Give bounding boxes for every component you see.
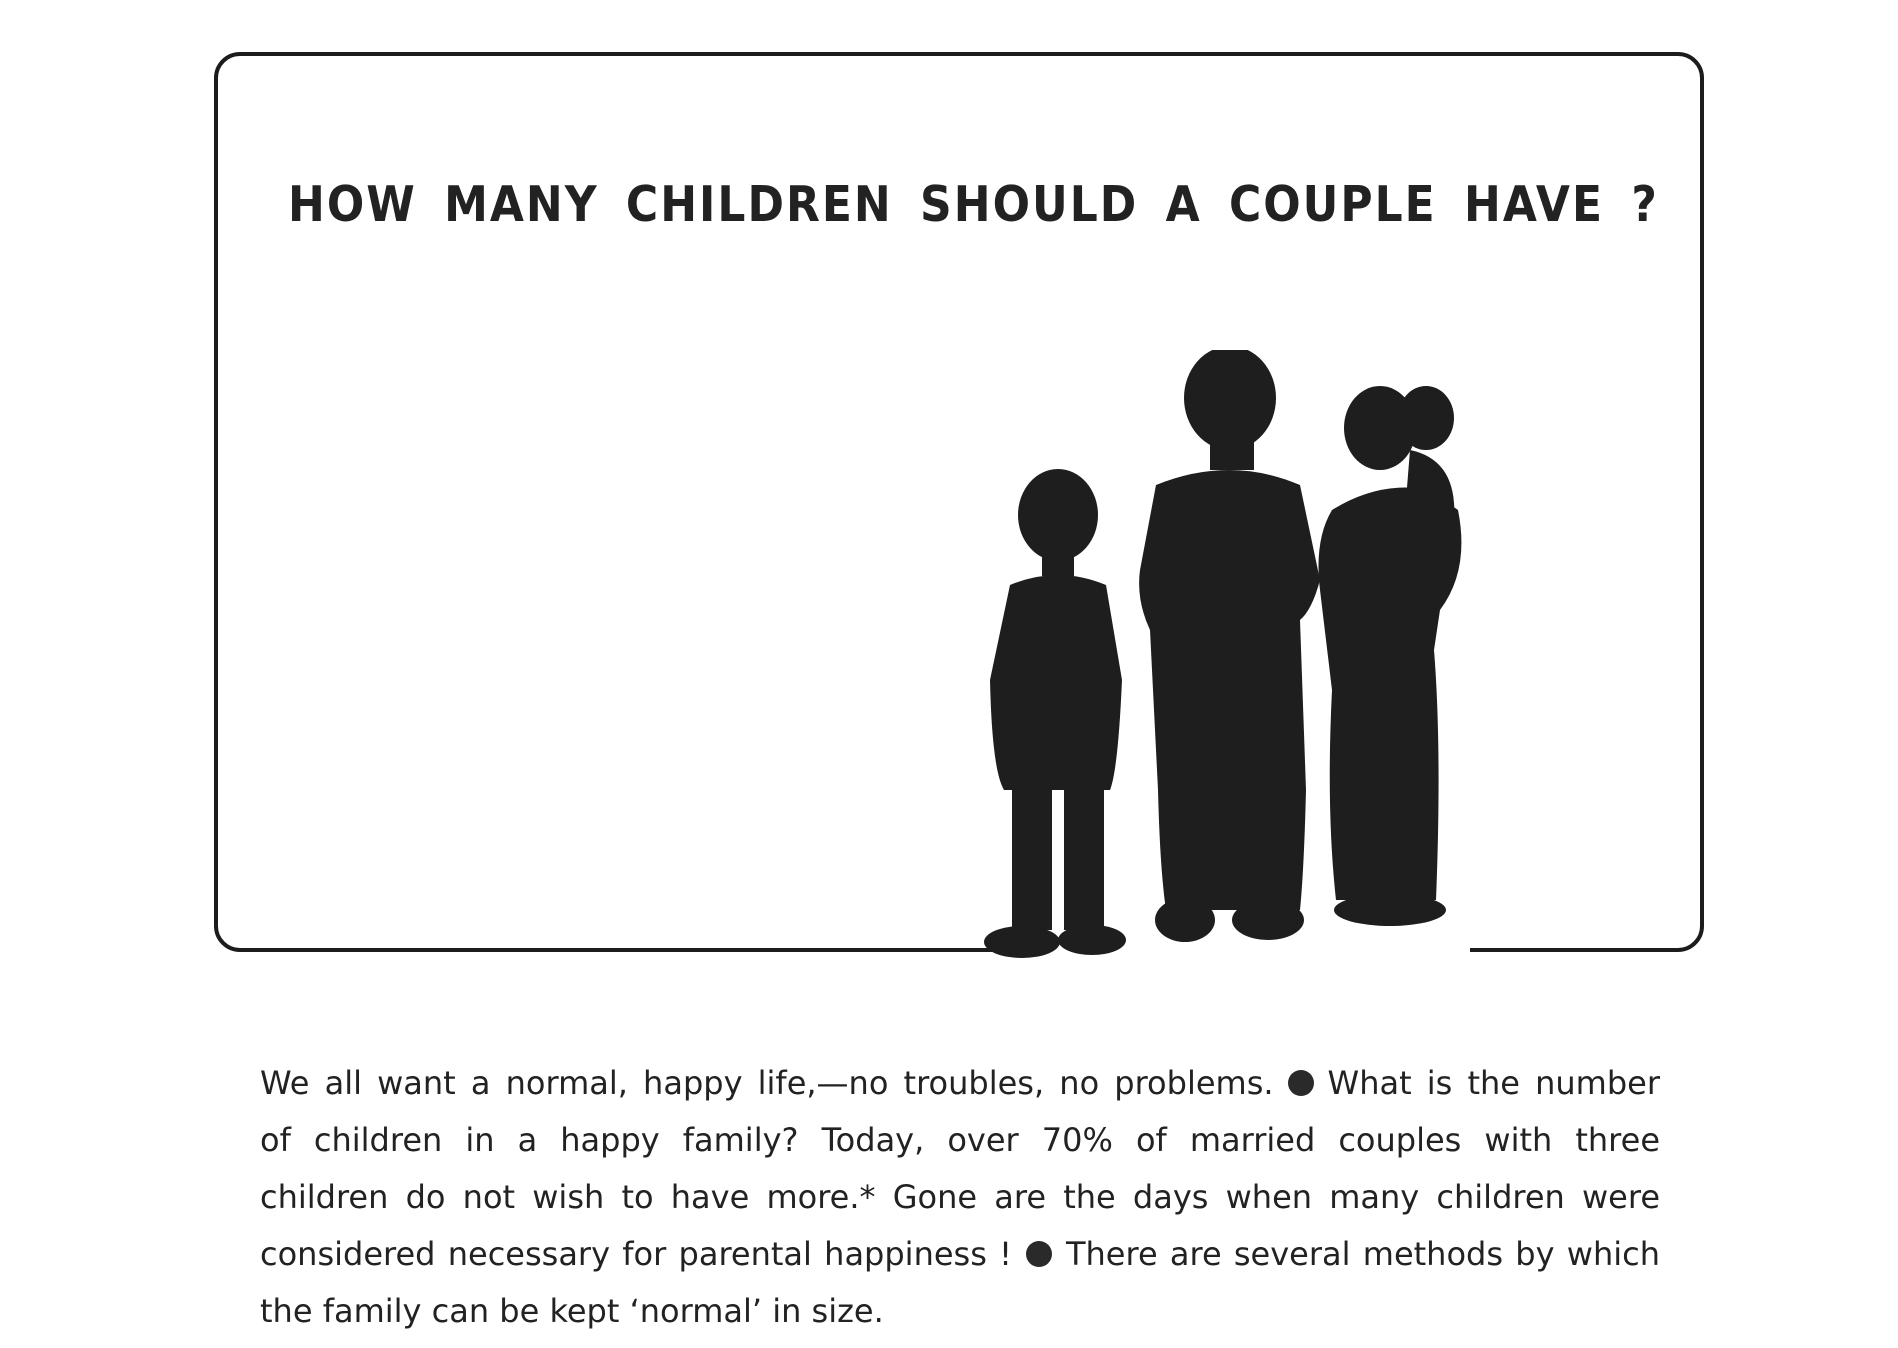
body-line-1 — [260, 1055, 1660, 1112]
family-silhouette-icon — [960, 350, 1500, 990]
man-silhouette-icon — [1139, 350, 1320, 942]
body-line-5: the family can be kept ‘normal’ in size. — [260, 1292, 884, 1330]
boy-silhouette-icon — [984, 469, 1126, 958]
body-text-segment: There are several methods by which — [1065, 1235, 1661, 1273]
woman-silhouette-icon — [1319, 386, 1462, 926]
headline: HOW MANY CHILDREN SHOULD A COUPLE HAVE ? — [288, 176, 1659, 234]
body-line-2: of children in a happy family? Today, over 70% of married couples with three — [260, 1121, 1660, 1159]
body-text-segment: considered necessary for parental happiness ! — [260, 1235, 1012, 1273]
bullet-dot-icon — [1026, 1241, 1052, 1267]
body-text-segment: We all want a normal, happy life,—no troubles, no problems. — [260, 1064, 1274, 1102]
body-paragraph — [260, 1055, 1660, 1340]
bullet-dot-icon — [1288, 1070, 1314, 1096]
body-line-3: children do not wish to have more.* Gone are the days when many children were — [260, 1178, 1660, 1216]
body-text-segment: What is the number — [1327, 1064, 1661, 1102]
body-line-4 — [260, 1226, 1660, 1283]
